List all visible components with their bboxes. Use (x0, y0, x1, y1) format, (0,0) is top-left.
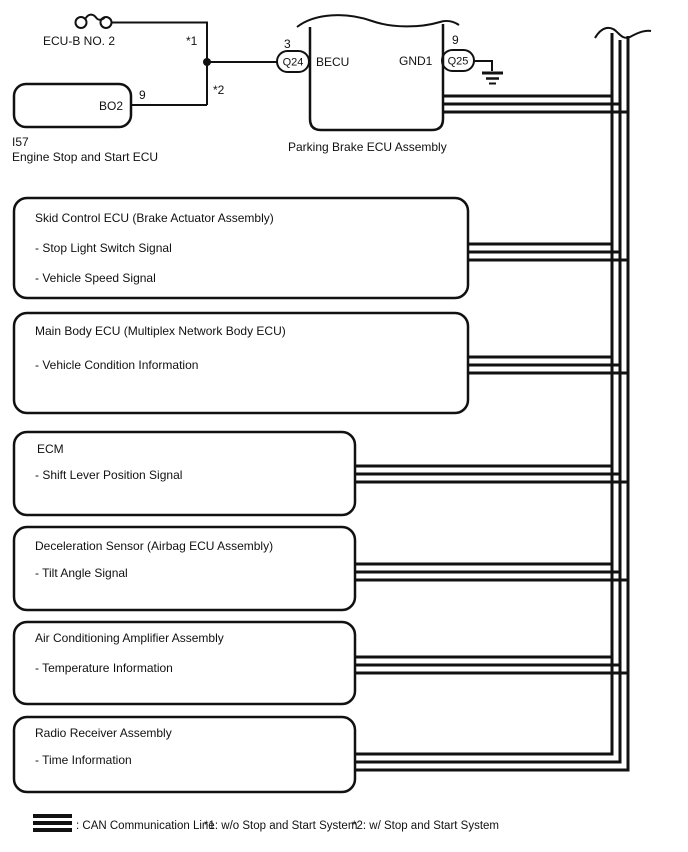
node-box-main-body-ecu (14, 313, 468, 413)
becu-label: BECU (316, 55, 350, 69)
pin-label-9-q25: 9 (452, 33, 459, 47)
node-box-radio-receiver (14, 717, 355, 792)
pin-label-3: 3 (284, 37, 291, 51)
can-stub-becu (443, 96, 629, 112)
connector-label-bo2: BO2 (99, 99, 124, 113)
node-title: Radio Receiver Assembly (35, 726, 172, 740)
connector-q24: Q24 (282, 56, 304, 69)
node-title: Air Conditioning Amplifier Assembly (35, 631, 224, 645)
node-box-ac-amplifier (14, 622, 355, 704)
ground-icon (474, 61, 503, 84)
node-box-ecm (14, 432, 355, 515)
node-signal: - Tilt Angle Signal (35, 566, 128, 580)
node-signal: - Temperature Information (35, 661, 173, 675)
legend-note2: *2: w/ Stop and Start System (352, 820, 500, 832)
gnd1-label: GND1 (399, 54, 433, 68)
can-stub-skid-control (468, 244, 629, 260)
becu-top-break-icon (297, 15, 459, 27)
can-stub-ac-amplifier (355, 657, 629, 673)
node-title: ECM (37, 442, 64, 456)
legend (33, 816, 499, 832)
node-box-deceleration-sensor (14, 527, 355, 610)
note-star2: *2 (213, 83, 225, 97)
node-signal: - Time Information (35, 753, 132, 767)
becu-box (310, 24, 443, 130)
node-signal: - Stop Light Switch Signal (35, 241, 172, 255)
fuse-icon (76, 15, 112, 28)
legend-can-label: : CAN Communication Line (76, 820, 215, 832)
can-stub-ecm (355, 466, 629, 482)
node-title: Skid Control ECU (Brake Actuator Assembly) (35, 211, 274, 225)
can-stub-main-body (468, 357, 629, 373)
node-signal: - Vehicle Speed Signal (35, 271, 156, 285)
ecu-code-i57: I57 (12, 135, 29, 149)
node-title: Deceleration Sensor (Airbag ECU Assembly) (35, 539, 274, 553)
legend-note1: *1: w/o Stop and Start System (204, 820, 358, 832)
parking-brake-caption: Parking Brake ECU Assembly (288, 140, 447, 154)
stop-start-ecu (12, 84, 207, 164)
parking-brake-ecu (277, 15, 503, 154)
fuse-label: ECU-B NO. 2 (43, 34, 116, 48)
can-line-symbol-icon (33, 816, 72, 830)
bus-break-icon (595, 28, 651, 38)
connector-q25: Q25 (447, 55, 469, 68)
node-box-skid-control (14, 198, 468, 298)
node-signal: - Vehicle Condition Information (35, 358, 199, 372)
can-stub-deceleration-sensor (355, 564, 629, 580)
node-signal: - Shift Lever Position Signal (35, 468, 183, 482)
note-star1: *1 (186, 34, 198, 48)
ecu-name-label: Engine Stop and Start ECU (12, 150, 159, 164)
pin-label-9-bo2: 9 (139, 88, 146, 102)
node-title: Main Body ECU (Multiplex Network Body ECU) (35, 324, 286, 338)
